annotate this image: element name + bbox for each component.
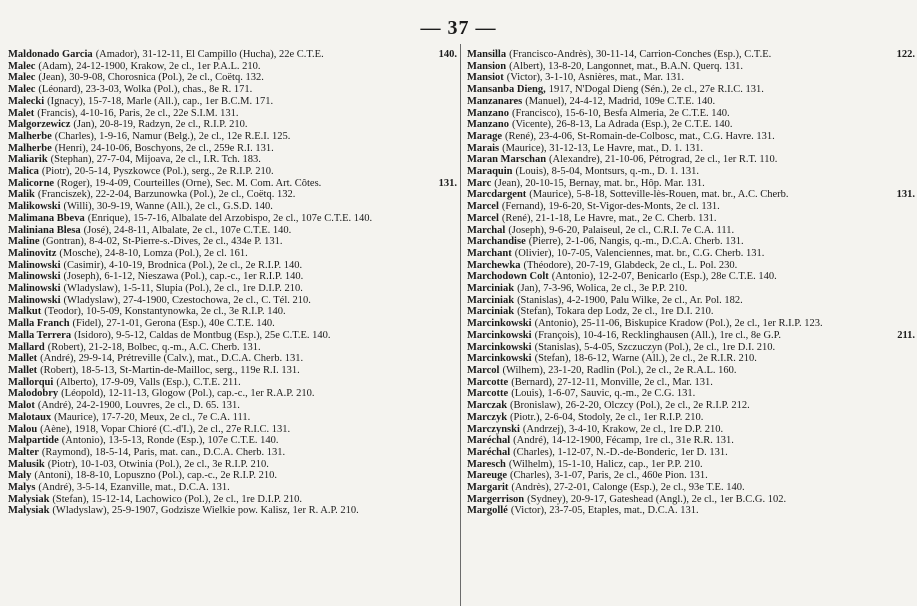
entry-surname: Malinowski — [8, 283, 61, 295]
directory-entry — [8, 295, 457, 307]
entry-surname: Mansiot — [467, 72, 504, 84]
entry-surname: Marcinkowski — [467, 329, 532, 341]
directory-entry — [8, 470, 457, 482]
directory-entry — [8, 365, 457, 377]
entry-details: (René), 21-1-18, Le Havre, mat., 2e C. Cherb. 131. — [501, 212, 717, 224]
entry-details: (Léonard), 23-3-03, Wolka (Pol.), chas., 8e R. 171. — [38, 84, 253, 96]
entry-surname: Malla Franch — [8, 318, 70, 330]
entry-details: (Alberto), 17-9-09, Valls (Esp.), C.T.E. 211. — [56, 376, 241, 388]
entry-details: (Gontran), 8-4-02, St-Pierre-s.-Dives, 2e cl., 434e P. 131. — [42, 236, 283, 248]
entry-surname: Marciniak — [467, 306, 515, 318]
directory-entry — [8, 505, 457, 517]
entry-details: (Andrzej), 3-4-10, Krakow, 2e cl., 1re D.P. 210. — [522, 423, 724, 435]
entry-surname: Marcol — [467, 364, 500, 376]
entry-surname: Maliarik — [8, 154, 48, 166]
entry-surname: Mansanba Dieng, — [467, 84, 546, 96]
directory-entry — [8, 201, 457, 213]
directory-entry — [467, 447, 915, 459]
entry-details: (Bernard), 27-12-11, Monville, 2e cl., Mar. 131. — [511, 376, 713, 388]
entry-details: (René), 23-4-06, St-Romain-de-Colbosc, mat., C.G. Havre. 131. — [504, 130, 775, 142]
directory-entry — [8, 96, 457, 108]
directory-entry — [467, 342, 915, 354]
entry-surname: Maline — [8, 236, 40, 248]
entry-surname: Mansilla — [467, 49, 507, 60]
entry-surname: Maly — [8, 470, 32, 482]
entry-details: (Casimir), 4-10-19, Brodnica (Pol.), 2e cl., 2e R.I.P. 140. — [63, 259, 303, 271]
entry-details: (Vicente), 26-8-13, La Adrada (Esp.), 2e C.T.E. 140. — [512, 119, 733, 131]
entry-surname: Maraquin — [467, 166, 513, 178]
entry-details: (Antonio), 13-5-13, Ronde (Esp.), 107e C.T.E. 140. — [61, 435, 279, 447]
entry-surname: Margollé — [467, 505, 508, 517]
entry-surname: Maliniana Blesa — [8, 224, 81, 236]
entry-surname: Malgorzewicz — [8, 119, 71, 131]
entry-surname: Malikowski — [8, 201, 61, 213]
entry-details: (Maurice), 17-7-20, Meux, 2e cl., 7e C.A. 111. — [54, 411, 251, 423]
directory-entry — [8, 213, 457, 225]
directory-entry — [8, 49, 457, 61]
entry-surname: Marchewka — [467, 259, 521, 271]
entry-surname: Malot — [8, 400, 35, 412]
entry-surname: Malimana Bbeva — [8, 212, 85, 224]
directory-entry — [467, 377, 915, 389]
entry-surname: Marcotte — [467, 376, 509, 388]
directory-entry — [467, 318, 915, 330]
entry-details: (Victor), 3-1-10, Asnières, mat., Mar. 131. — [506, 72, 684, 84]
directory-entry — [8, 330, 457, 342]
directory-entry — [8, 84, 457, 96]
entry-details: (Sydney), 20-9-17, Gateshead (Angl.), 2e cl., 1er B.C.G. 102. — [527, 493, 787, 505]
entry-surname: Marcinkowski — [467, 318, 532, 330]
directory-entry — [467, 365, 915, 377]
directory-entry — [8, 435, 457, 447]
directory-entry — [8, 400, 457, 412]
entry-surname: Marc — [467, 177, 492, 189]
entry-details: (Piotr), 10-1-03, Otwinia (Pol.), 2e cl., 3e R.I.P. 210. — [47, 458, 269, 470]
directory-entry — [467, 505, 915, 517]
entry-surname: Mallorqui — [8, 376, 54, 388]
entry-surname: Malinovitz — [8, 247, 57, 259]
directory-entry — [467, 166, 915, 178]
entry-details: (Mosche), 24-8-10, Lomza (Pol.), 2e cl. 161. — [59, 247, 248, 259]
entry-surname: Malet — [8, 107, 35, 119]
entry-details: (Aène), 1918, Vopar Chioré (C.-d'I.), 2e cl., 27e R.I.C. 131. — [40, 423, 291, 435]
directory-entry — [467, 353, 915, 365]
entry-details: 1917, N'Dogal Dieng (Sén.), 2e cl., 27e R.I.C. 131. — [548, 84, 764, 96]
entry-surname: Manzanares — [467, 95, 523, 107]
entry-surname: Malec — [8, 72, 36, 84]
entry-surname: Margerrison — [467, 493, 525, 505]
left-column — [8, 49, 457, 606]
directory-entry — [8, 271, 457, 283]
entry-surname: Malodobry — [8, 388, 59, 400]
entry-surname: Maréchal — [467, 446, 511, 458]
entry-details: (Wladyslaw), 1-5-11, Slupia (Pol.), 2e cl., 1re D.I.P. 210. — [63, 283, 303, 295]
directory-entry — [8, 342, 457, 354]
entry-details: (Maurice), 5-8-18, Sotteville-lès-Rouen, mat. br., A.C. Cherb. — [529, 189, 789, 201]
entry-surname: Malys — [8, 482, 36, 494]
entry-details: (Francisco), 15-6-10, Besfa Almeria, 2e C.T.E. 140. — [512, 107, 730, 119]
entry-details: (Charles), 1-9-16, Namur (Belg.), 2e cl., 12e R.E.I. 125. — [54, 130, 291, 142]
directory-entry — [467, 131, 915, 143]
entry-surname: Marcel — [467, 201, 499, 213]
entry-surname: Mansion — [467, 60, 507, 72]
entry-code: 131. — [438, 177, 457, 189]
entry-details: (Stefan), 15-12-14, Lachowico (Pol.), 2e cl., 1re D.I.P. 210. — [52, 493, 303, 505]
entry-details: (Fidel), 27-1-01, Gerona (Esp.), 40e C.T.E. 140. — [72, 318, 275, 330]
entry-surname: Maréchal — [467, 435, 511, 447]
directory-entry — [467, 295, 915, 307]
entry-surname: Malik — [8, 189, 35, 201]
entry-details: (Louis), 8-5-04, Montsurs, q.-m., D. 1. 131. — [515, 166, 699, 178]
entry-details: (Jean), 20-10-15, Bernay, mat. br., Hôp. Mar. 131. — [494, 177, 705, 189]
entry-surname: Malinowski — [8, 294, 61, 306]
entry-surname: Marais — [467, 142, 500, 154]
entry-code: 140. — [438, 49, 457, 60]
entry-surname: Malla Terrera — [8, 329, 72, 341]
entry-details: (Stefan), Tokara dep Lodz, 2e cl., 1re D.I. 210. — [517, 306, 714, 318]
directory-entry — [467, 271, 915, 283]
directory-entry — [467, 330, 915, 342]
entry-details: (Alexandre), 21-10-06, Pétrograd, 2e cl., 1er R.T. 110. — [549, 154, 778, 166]
directory-entry — [467, 213, 915, 225]
entry-details: (Amador), 31-12-11, El Campillo (Hucha), 22e C.T.E. — [95, 49, 324, 60]
directory-entry — [8, 388, 457, 400]
entry-surname: Maresch — [467, 458, 506, 470]
entry-details: (Louis), 1-6-07, Sauvic, q.-m., 2e C.G. 131. — [511, 388, 696, 400]
directory-entry — [467, 248, 915, 260]
directory-entry — [467, 84, 915, 96]
entry-details: (Francisco-Andrès), 30-11-14, Carrion-Conches (Esp.), C.T.E. — [509, 49, 772, 60]
directory-entry — [8, 248, 457, 260]
directory-entry — [8, 178, 457, 190]
entry-surname: Mallet — [8, 353, 38, 365]
entry-surname: Marcinkowski — [467, 353, 532, 365]
entry-details: (Franciszek), 22-2-04, Barzunowka (Pol.), 2e cl., Coëtq. 132. — [37, 189, 296, 201]
entry-surname: Malec — [8, 84, 36, 96]
directory-entry — [467, 143, 915, 155]
entry-details: (Robert), 21-2-18, Bolbec, q.-m., A.C. Cherb. 131. — [47, 341, 261, 353]
entry-surname: Mallard — [8, 341, 45, 353]
entry-details: (Roger), 19-4-09, Courteilles (Orne), Sec. M. Com. Art. Côtes. — [57, 177, 322, 189]
directory-entry — [467, 306, 915, 318]
entry-details: (Victor), 23-7-05, Etaples, mat., D.C.A. 131. — [510, 505, 699, 517]
entry-details: (Wilhem), 23-1-20, Radlin (Pol.), 2e cl., 2e R.A.L. 160. — [502, 364, 737, 376]
entry-surname: Malherbe — [8, 130, 52, 142]
directory-entry — [467, 61, 915, 73]
directory-entry — [8, 283, 457, 295]
entry-surname: Malter — [8, 446, 39, 458]
entry-details: (Adam), 24-12-1900, Krakow, 2e cl., 1er P.A.L. 210. — [38, 60, 261, 72]
entry-details: (Stefan), 18-6-12, Warne (All.), 2e cl., 2e R.I.R. 210. — [534, 353, 757, 365]
entry-details: (Stanislas), 4-2-1900, Palu Wilke, 2e cl., Ar. Pol. 182. — [517, 294, 743, 306]
column-divider — [460, 44, 461, 606]
entry-surname: Malotaux — [8, 411, 52, 423]
entry-surname: Mallet — [8, 364, 38, 376]
entry-details: (Jan), 7-3-96, Wolica, 2e cl., 3e P.P. 210. — [517, 283, 688, 295]
directory-entry — [8, 166, 457, 178]
entry-surname: Malysiak — [8, 505, 50, 517]
entry-details: (Antoni), 18-8-10, Lopuszno (Pol.), cap.-c., 2e R.I.P. 210. — [34, 470, 277, 482]
entry-surname: Malkut — [8, 306, 42, 318]
entry-details: (Antonio), 12-2-07, Benicarlo (Esp.), 28e C.T.E. 140. — [551, 271, 777, 283]
entry-details: (Enrique), 15-7-16, Albalate del Arzobispo, 2e cl., 107e C.T.E. 140. — [87, 212, 373, 224]
directory-entry — [8, 353, 457, 365]
entry-details: (Théodore), 20-7-19, Glabdeck, 2e cl., L. Pol. 230. — [523, 259, 738, 271]
directory-entry — [467, 189, 915, 201]
entry-surname: Marchandise — [467, 236, 526, 248]
directory-entry — [8, 424, 457, 436]
directory-entry — [467, 225, 915, 237]
directory-entry — [8, 236, 457, 248]
entry-details: (François), 10-4-16, Recklinghausen (All.), 1re cl., 8e G.P. — [534, 329, 781, 341]
entry-surname: Margarit — [467, 482, 509, 494]
entry-details: (André), 29-9-14, Prétreville (Calv.), mat., D.C.A. Cherb. 131. — [40, 353, 304, 365]
entry-surname: Marcotte — [467, 388, 509, 400]
entry-surname: Maldonado Garcia — [8, 49, 93, 60]
entry-surname: Marchal — [467, 224, 506, 236]
entry-details: (Teodor), 10-5-09, Konstantynowka, 2e cl., 3e R.I.P. 140. — [44, 306, 286, 318]
directory-entry — [8, 143, 457, 155]
directory-entry — [467, 119, 915, 131]
directory-entry — [8, 447, 457, 459]
entry-details: (José), 24-8-11, Albalate, 2e cl., 107e C.T.E. 140. — [83, 224, 292, 236]
entry-surname: Malec — [8, 60, 36, 72]
directory-entry — [467, 494, 915, 506]
directory-entry — [8, 119, 457, 131]
directory-entry — [8, 260, 457, 272]
entry-details: (André), 14-12-1900, Fécamp, 1re cl., 31e R.R. 131. — [513, 435, 734, 447]
entry-details: (Charles), 1-12-07, N.-D.-de-Bonderic, 1er D. 131. — [513, 446, 728, 458]
directory-entry — [8, 412, 457, 424]
directory-entry — [8, 459, 457, 471]
entry-surname: Maran Marschan — [467, 154, 547, 166]
directory-entry — [467, 424, 915, 436]
directory-entry — [8, 189, 457, 201]
directory-entry — [8, 61, 457, 73]
entry-details: (Henri), 24-10-06, Boschyons, 2e cl., 259e R.I. 131. — [54, 142, 274, 154]
directory-entry — [467, 154, 915, 166]
entry-surname: Marciniak — [467, 283, 515, 295]
right-column — [467, 49, 915, 606]
entry-surname: Marage — [467, 130, 502, 142]
directory-entry — [8, 108, 457, 120]
entry-details: (Isidoro), 9-5-12, Caldas de Montbug (Esp.), 25e C.T.E. 140. — [74, 329, 331, 341]
directory-entry — [467, 459, 915, 471]
entry-surname: Marczyk — [467, 411, 508, 423]
directory-entry — [467, 400, 915, 412]
entry-code: 131. — [896, 189, 915, 201]
entry-details: (Albert), 13-8-20, Langonnet, mat., B.A.N. Querq. 131. — [509, 60, 743, 72]
entry-surname: Malecki — [8, 95, 45, 107]
directory-entry — [8, 131, 457, 143]
directory-entry — [467, 72, 915, 84]
entry-surname: Mareuge — [467, 470, 508, 482]
entry-details: (Wladyslaw), 25-9-1907, Godzisze Wielkie pow. Kalisz, 1er R. A.P. 210. — [52, 505, 359, 517]
directory-entry — [8, 377, 457, 389]
directory-entry — [467, 482, 915, 494]
entry-details: (André), 3-5-14, Ezanville, mat., D.C.A. 131. — [38, 482, 230, 494]
directory-entry — [467, 236, 915, 248]
entry-details: (Pierre), 2-1-06, Nangis, q.-m., D.C.A. Cherb. 131. — [528, 236, 744, 248]
entry-details: (André), 24-2-1900, Louvres, 2e cl., D. 65. 131. — [37, 400, 240, 412]
entry-surname: Marciniak — [467, 294, 515, 306]
entry-details: (Bronislaw), 26-2-20, Olczcy (Pol.), 2e cl., 2e R.I.P. 212. — [510, 400, 750, 412]
entry-details: (Olivier), 10-7-05, Valenciennes, mat. br., C.G. Cherb. 131. — [514, 247, 765, 259]
directory-entry — [467, 201, 915, 213]
directory-entry — [8, 154, 457, 166]
entry-details: (Wilhelm), 15-1-10, Halicz, cap., 1er P.P. 210. — [508, 458, 703, 470]
entry-surname: Malherbe — [8, 142, 52, 154]
entry-surname: Manzano — [467, 119, 509, 131]
entry-surname: Malou — [8, 423, 38, 435]
entry-details: (Francis), 4-10-16, Paris, 2e cl., 22e S.I.M. 131. — [37, 107, 239, 119]
entry-details: (Robert), 18-5-13, St-Martin-de-Mailloc, serg., 119e R.I. 131. — [40, 364, 300, 376]
entry-details: (Ignacy), 15-7-18, Marle (All.), cap., 1er B.C.M. 171. — [47, 95, 274, 107]
directory-entry — [467, 96, 915, 108]
entry-code: 211. — [897, 329, 915, 341]
directory-entry — [8, 72, 457, 84]
entry-surname: Malica — [8, 166, 39, 178]
entry-surname: Malicorne — [8, 177, 55, 189]
page-number: — 37 — — [420, 17, 497, 39]
entry-surname: Marchodown Colt — [467, 271, 549, 283]
directory-entry — [8, 225, 457, 237]
entry-details: (Raymond), 18-5-14, Paris, mat. can., D.C.A. Cherb. 131. — [41, 446, 286, 458]
entry-surname: Marczynski — [467, 423, 520, 435]
directory-entry — [8, 318, 457, 330]
entry-surname: Marcinkowski — [467, 341, 532, 353]
entry-surname: Malysiak — [8, 493, 50, 505]
directory-entry — [467, 108, 915, 120]
entry-surname: Marczak — [467, 400, 508, 412]
entry-details: (Piotr.), 2-6-04, Stodoly, 2e cl., 1er R.I.P. 210. — [510, 411, 704, 423]
entry-surname: Marchant — [467, 247, 512, 259]
directory-entry — [467, 435, 915, 447]
directory-entry — [467, 283, 915, 295]
entry-code: 122. — [896, 49, 915, 60]
entry-surname: Malinowski — [8, 259, 61, 271]
directory-entry — [8, 482, 457, 494]
entry-details: (Andrès), 27-2-01, Calonge (Esp.), 2e cl., 93e T.E. 140. — [511, 482, 745, 494]
directory-entry — [467, 178, 915, 190]
entry-details: (Stanislas), 5-4-05, Szczuczyn (Pol.), 2e cl., 1re D.I. 210. — [534, 341, 776, 353]
entry-details: (Piotr), 20-5-14, Pyszkowce (Pol.), serg., 2e R.I.P. 210. — [41, 166, 274, 178]
entry-surname: Malinowski — [8, 271, 61, 283]
entry-surname: Manzano — [467, 107, 509, 119]
entry-surname: Marcdargent — [467, 189, 527, 201]
directory-entry — [467, 470, 915, 482]
directory-entry — [467, 260, 915, 272]
entry-details: (Manuel), 24-4-12, Madrid, 109e C.T.E. 140. — [525, 95, 716, 107]
directory-entry — [467, 388, 915, 400]
entry-details: (Antonio), 25-11-06, Biskupice Kradow (Pol.), 2e cl., 1er R.I.P. 123. — [534, 318, 823, 330]
entry-details: (Stephan), 27-7-04, Mijoava, 2e cl., I.R. Tch. 183. — [50, 154, 261, 166]
directory-entry — [467, 49, 915, 61]
entry-details: (Willi), 30-9-19, Wanne (All.), 2e cl., G.S.D. 140. — [63, 201, 273, 213]
entry-details: (Jan), 20-8-19, Radzyn, 2e cl., R.I.P. 210. — [73, 119, 248, 131]
directory-entry — [467, 412, 915, 424]
directory-entry — [8, 494, 457, 506]
entry-surname: Malpartide — [8, 435, 59, 447]
entry-surname: Malusik — [8, 458, 45, 470]
entry-surname: Marcel — [467, 212, 499, 224]
entry-details: (Maurice), 31-12-13, Le Havre, mat., D. 1. 131. — [502, 142, 703, 154]
entry-details: (Joseph), 6-1-12, Nieszawa (Pol.), cap.-c., 1er R.I.P. 140. — [63, 271, 304, 283]
directory-entry — [8, 306, 457, 318]
entry-details: (Wladyslaw), 27-4-1900, Czestochowa, 2e cl., C. Tél. 210. — [63, 294, 311, 306]
entry-details: (Fernand), 19-6-20, St-Vigor-des-Monts, 2e cl. 131. — [501, 201, 720, 213]
entry-details: (Charles), 3-1-07, Paris, 2e cl., 460e Pion. 131. — [510, 470, 708, 482]
entry-details: (Joseph), 9-6-20, Palaiseul, 2e cl., C.R.I. 7e C.A. 111. — [508, 224, 735, 236]
entry-details: (Jean), 30-9-08, Chorosnica (Pol.), 2e cl., Coëtq. 132. — [38, 72, 264, 84]
entry-details: (Léopold), 12-11-13, Glogow (Pol.), cap.-c., 1er R.A.P. 210. — [61, 388, 315, 400]
